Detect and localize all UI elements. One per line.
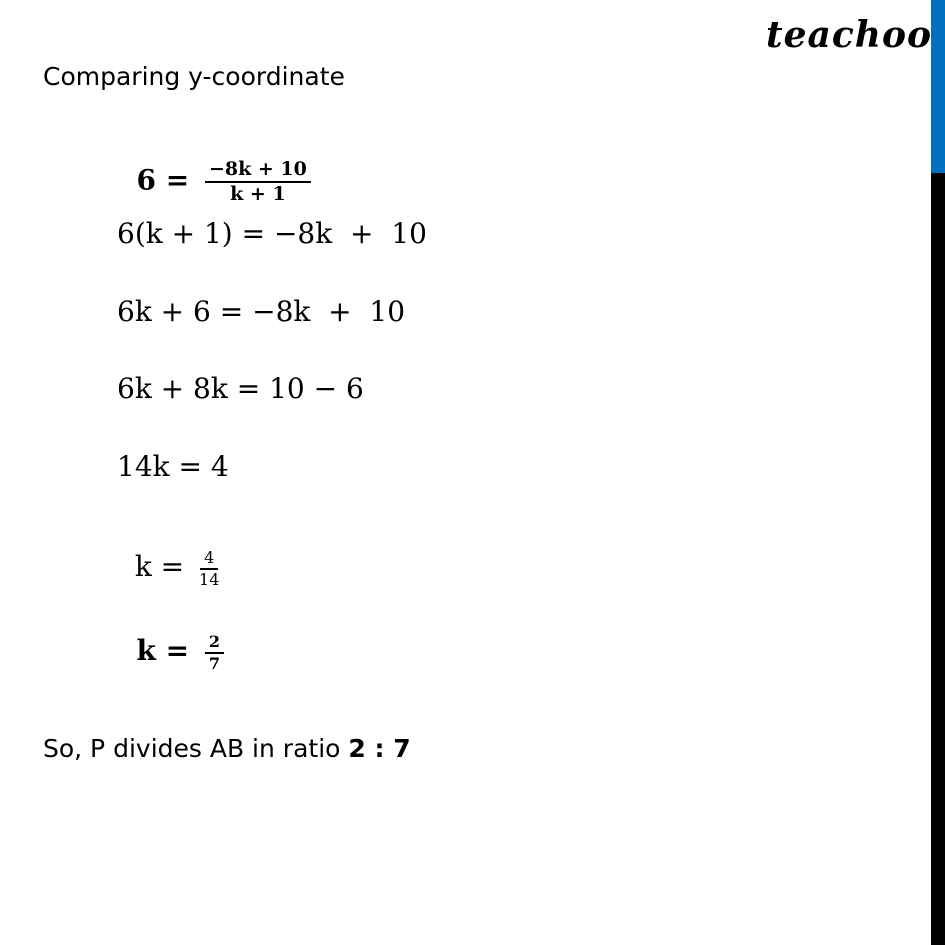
equation-step-6 [117,516,219,588]
heading: Comparing y-coordinate [43,62,345,91]
fraction [205,159,311,205]
denominator: 14 [199,569,220,589]
numerator: 2 [205,633,224,654]
equation-step-7 [117,600,224,672]
lhs: k = [134,550,194,584]
equation-step-4: 6k + 8k = 10 − 6 [117,372,364,405]
dark-side-bar [931,173,945,945]
ratio-value: 2 : 7 [348,734,411,763]
equation-step-2: 6(k + 1) = −8k + 10 [117,217,427,250]
numerator: −8k + 10 [205,159,311,183]
fraction [199,549,219,588]
lhs: k = [136,634,199,668]
lhs: 6 = [136,163,199,197]
conclusion [43,734,411,763]
conclusion-text: So, P divides AB in ratio [43,734,349,763]
accent-side-bar [931,0,945,173]
equation-step-5: 14k = 4 [117,450,229,483]
teachoo-logo: teachoo [766,14,932,56]
equation-step-1 [117,126,311,205]
denominator: k + 1 [230,182,286,205]
equation-step-3: 6k + 6 = −8k + 10 [117,295,406,328]
numerator: 4 [200,549,218,570]
denominator: 7 [208,653,220,673]
fraction [205,633,224,672]
